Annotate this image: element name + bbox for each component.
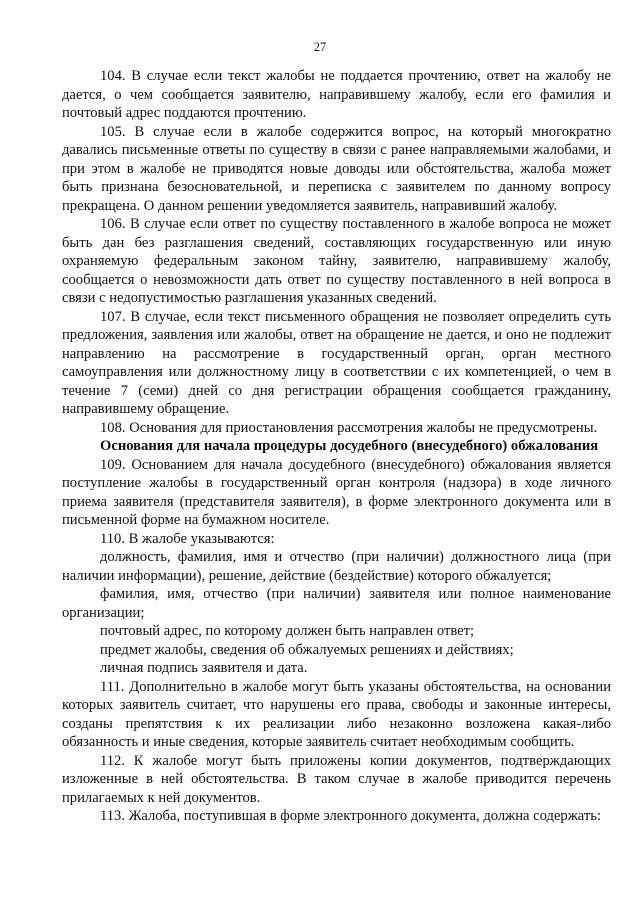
list-item-applicant: фамилия, имя, отчество (при наличии) заявителя или полное наименование организации; xyxy=(62,586,611,621)
list-item-signature: личная подпись заявителя и дата. xyxy=(100,660,308,676)
paragraph-112: 112. К жалобе могут быть приложены копии документов, подтверждающих изложенные в ней обстоятельства. В таком случае в жалобе приводится перечень прилагаемых к ней документов. xyxy=(62,752,611,806)
paragraph-113: 113. Жалоба, поступившая в форме электронного документа, должна содержать: xyxy=(100,808,601,824)
paragraph-105: 105. В случае если в жалобе содержится вопрос, на который многократно давались письменные ответы по существу в связи с ранее направляемыми жалобами, и при этом в жалобе не приводятся новые доводы или обстоятельства, жалоба может быть признана безосновательной, и переписка с заявителем по данному вопросу прекращена. О данном решении уведомляется заявитель, направивший жалобу. xyxy=(62,123,611,214)
section-heading: Основания для начала процедуры досудебного (внесудебного) обжалования xyxy=(100,438,599,454)
paragraph-107: 107. В случае, если текст письменного обращения не позволяет определить суть предложения, заявления или жалобы, ответ на обращение не дается, и оно не подлежит направлению на рассмотрение в государственный орган, орган местного самоуправления или должностному лицу в соответствии с их компетенцией, о чем в течение 7 (семи) дней со дня регистрации обращения сообщается гражданину, направившему обращение. xyxy=(62,308,611,417)
document-body xyxy=(62,67,611,826)
paragraph-108: 108. Основания для приостановления рассмотрения жалобы не предусмотрены. xyxy=(100,419,598,436)
paragraph-110: 110. В жалобе указываются: xyxy=(100,530,275,547)
list-item-subject: предмет жалобы, сведения об обжалуемых решениях и действиях; xyxy=(100,641,514,658)
list-item-address: почтовый адрес, по которому должен быть направлен ответ; xyxy=(100,623,475,639)
paragraph-109: 109. Основанием для начала досудебного (внесудебного) обжалования является поступление жалобы в государственный орган контроля (надзора) в ходе личного приема заявителя (представителя заявителя), в форме электронного документа или в письменной форме на бумажном носителе. xyxy=(62,456,611,528)
paragraph-104: 104. В случае если текст жалобы не поддается прочтению, ответ на жалобу не дается, о чем сообщается заявителю, направившему жалобу, если его фамилия и почтовый адрес поддаются прочтению. xyxy=(62,68,611,121)
paragraph-111: 111. Дополнительно в жалобе могут быть указаны обстоятельства, на основании которых заявитель считает, что нарушены его права, свободы и законные интересы, созданы препятствия к их реализации либо незаконно возложена какая-либо обязанность и иные сведения, которые заявитель считает необходимым сообщить. xyxy=(62,678,611,750)
paragraph-106: 106. В случае если ответ по существу поставленного в жалобе вопроса не может быть дан без разглашения сведений, составляющих государственную или иную охраняемую федеральным законом тайну, заявителю, направившему жалобу, сообщается о невозможности дать ответ по существу поставленного в ней вопроса в связи с недопустимостью разглашения указанных сведений. xyxy=(62,216,611,306)
page-number: 27 xyxy=(313,40,327,54)
list-item-official: должность, фамилия, имя и отчество (при наличии) должностного лица (при наличии информации), решение, действие (бездействие) которого обжалуется; xyxy=(62,549,611,584)
